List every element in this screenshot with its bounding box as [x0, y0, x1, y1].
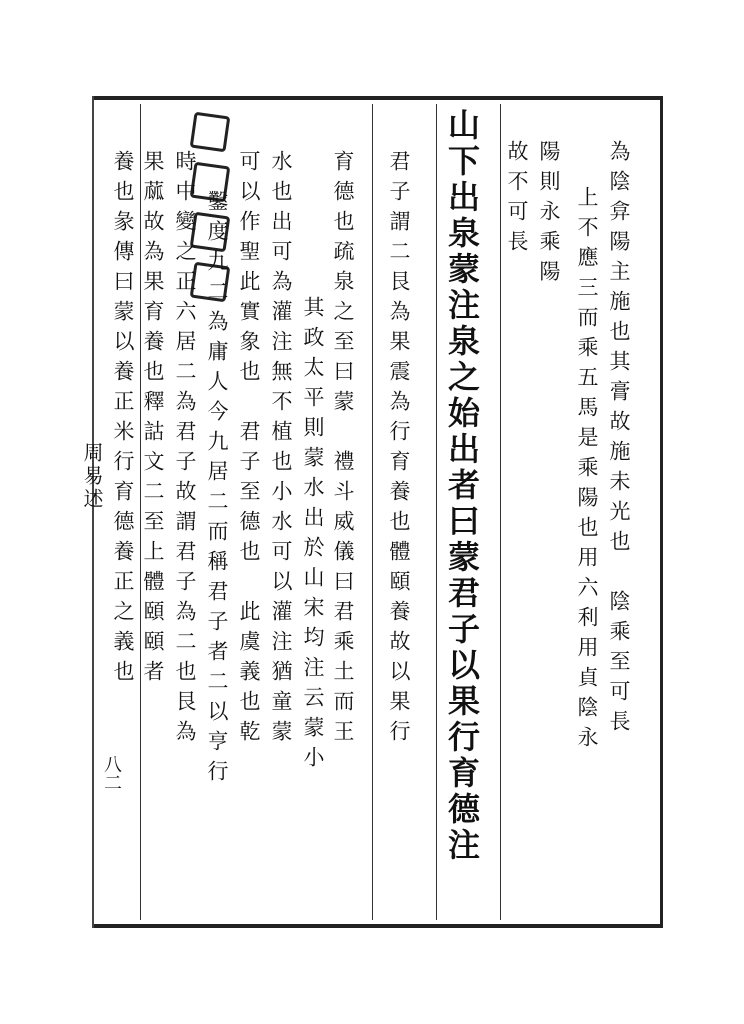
- text-column-14: 養也彖傳曰蒙以養正米行育德養正之義也: [111, 150, 135, 690]
- text-column-13: 果蓏故為果育養也釋詁文二至上體頤頤者: [141, 150, 165, 690]
- column-rule: [372, 104, 373, 920]
- text-column-2: 上不應三而乘五馬是乘陽也用六利用貞陰永: [575, 186, 599, 756]
- page-border-bottom: [92, 924, 662, 928]
- text-column-main: 山下出泉蒙注泉之始出者曰蒙君子以果行育德注: [443, 108, 481, 864]
- text-column-7: 育德也疏泉之至曰蒙 禮斗威儀曰君乘土而王: [331, 150, 355, 750]
- text-column-12: 時中變之正六居二為君子故謂君子為二也艮為: [173, 150, 197, 750]
- text-column-8: 其政太平則蒙水出於山宋均注云蒙小: [301, 296, 325, 776]
- edge-mark: [190, 112, 231, 153]
- text-column-4: 故不可長: [505, 140, 529, 260]
- column-rule: [500, 104, 501, 920]
- text-column-1: 為陰弇陽主施也其膏故施未光也 陰乘至可長: [607, 140, 631, 740]
- text-column-3: 陽則永乘陽: [537, 140, 561, 290]
- text-column-11: 鑿度九二為庸人今九居二而稱君子者二以亨行: [205, 190, 229, 790]
- column-rule: [436, 104, 437, 920]
- text-column-6: 君子謂二艮為果震為行育養也體頤養故以果行: [387, 150, 411, 750]
- margin-book-title: 周易述: [80, 442, 104, 511]
- text-column-9: 水也出可為灌注無不植也小水可以灌注猶童蒙: [269, 150, 293, 750]
- text-column-10: 可以作聖此實象也 君子至德也 此虞義也乾: [237, 150, 261, 750]
- page-border-right: [660, 96, 663, 928]
- page-border-top: [92, 96, 662, 100]
- page-number: 八二: [101, 755, 122, 791]
